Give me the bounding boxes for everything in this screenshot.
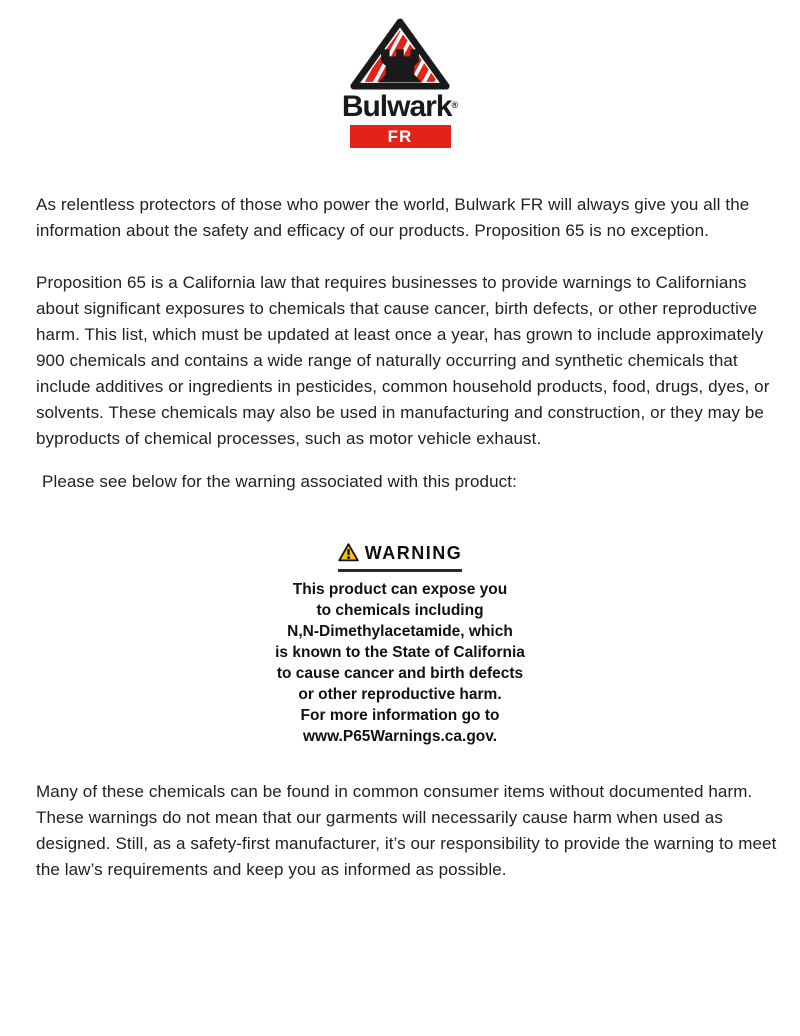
- intro-paragraph: As relentless protectors of those who power the world, Bulwark FR will always give you all the information about the safety and efficacy of our products. Proposition 65 is no exception.: [36, 195, 750, 240]
- warning-body: [0, 579, 800, 747]
- brand-name: Bulwark: [341, 90, 452, 123]
- see-below-paragraph: Please see below for the warning associated with this product:: [42, 472, 517, 491]
- brand-wordmark: [0, 91, 800, 123]
- warning-header: [338, 542, 463, 564]
- registered-trademark-symbol: ®: [451, 100, 459, 110]
- fr-badge: [350, 125, 451, 148]
- prop65-warning-label: [0, 542, 800, 747]
- warning-line: is known to the State of California: [275, 644, 525, 661]
- closing-paragraph: Many of these chemicals can be found in common consumer items without documented harm. These warnings do not mean that our garments will necessarily cause harm when used as designed. Still, as a safety-first manufacturer, it’s our responsibility to provide the warning to meet the law’s requirements and keep you as informed as possible.: [36, 782, 777, 879]
- warning-line: to chemicals including: [316, 602, 484, 619]
- warning-line: or other reproductive harm.: [298, 686, 502, 703]
- page-closing-copy: [36, 779, 784, 883]
- prop65-paragraph: Proposition 65 is a California law that requires businesses to provide warnings to Californians about significant exposures to chemicals that cause cancer, birth defects, or other reproductive harm. This list, which must be updated at least once a year, has grown to include approximately 900 chemicals and contains a wide range of naturally occurring and synthetic chemicals that include additives or ingredients in pesticides, common household products, food, drugs, dyes, or solvents. These chemicals may also be used in manufacturing and construction, or they may be byproducts of chemical processes, such as motor vehicle exhaust.: [36, 273, 770, 448]
- warning-line: For more information go to: [300, 707, 500, 724]
- bulwark-logo: [0, 0, 800, 148]
- warning-line: This product can expose you: [292, 581, 508, 598]
- warning-header-text: WARNING: [364, 543, 463, 563]
- warning-underline: [338, 569, 462, 572]
- warning-triangle-icon: [338, 543, 359, 562]
- bulwark-triangle-rook-icon: [348, 18, 452, 90]
- fr-badge-label: FR: [387, 127, 413, 146]
- page-body-copy: [36, 192, 784, 495]
- warning-line: www.P65Warnings.ca.gov.: [302, 728, 498, 745]
- warning-line: N,N-Dimethylacetamide, which: [287, 623, 513, 640]
- warning-line: to cause cancer and birth defects: [276, 665, 524, 682]
